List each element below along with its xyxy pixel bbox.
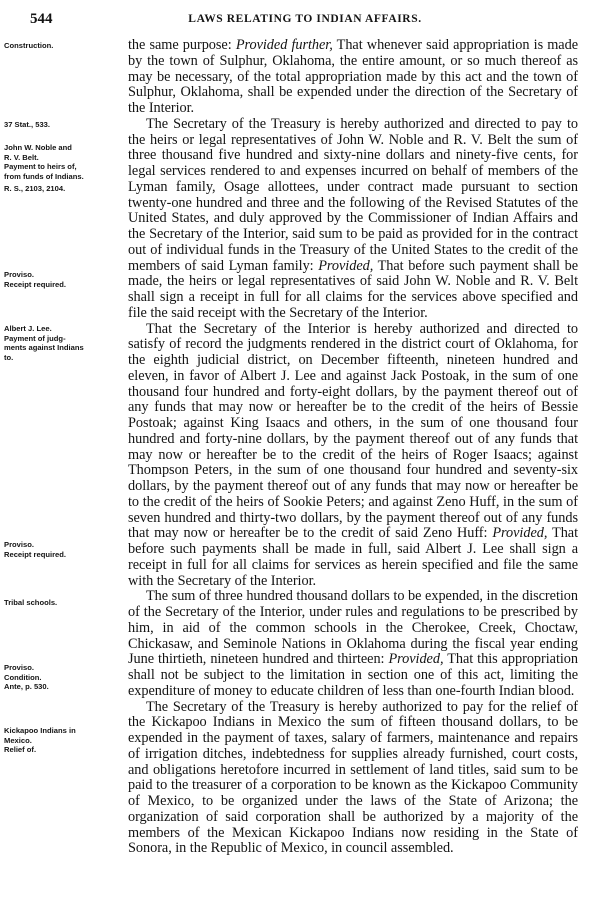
proviso-term: Provided further, xyxy=(235,37,333,53)
margin-note-rs-ref: R. S., 2103, 2104. xyxy=(4,184,66,193)
margin-note-stat-ref: 37 Stat., 533. xyxy=(4,120,51,129)
paragraph-albert-lee xyxy=(128,322,578,590)
paragraph-sulphur xyxy=(128,38,578,117)
paragraph-text: That this appropriation shall not be subject to the limitation in section one of this act, limiting the expenditure of money to educate children of less than one-fourth Indian blood. xyxy=(128,651,578,699)
margin-note-kickapoo: Kickapoo Indians in Mexico. Relief of. xyxy=(4,726,76,755)
paragraph-text: That before such payment shall be made, the heirs or legal representatives of said John W. Noble and R. V. Belt shall sign a receipt in full for all claims for the services above specified and file the said receipt with the Secretary of the Interior. xyxy=(128,257,578,321)
page-header xyxy=(30,11,580,31)
paragraph-tribal-schools xyxy=(128,589,578,699)
margin-note-proviso-condition: Proviso. Condition. Ante, p. 530. xyxy=(4,663,49,692)
margin-note-construction: Construction. xyxy=(4,41,54,50)
margin-note-tribal-schools: Tribal schools. xyxy=(4,598,58,607)
paragraph-text: The Secretary of the Treasury is hereby authorized to pay for the relief of the Kickapoo Indians in Mexico the sum of fifteen thousand dollars, to be expended in the payment of taxes, salary of farmers, maintenance and repairs of irrigation ditches, indebtedness for supplies already furnished, court costs, and obligations heretofore incurred in settlement of land titles, said sum to be paid to the treasurer of a corporation to be known as the Kickapoo Community of Mexico, to be organized under the laws of the State of Arizona; the organization of said corporation shall be authorized by a majority of the members of the Mexican Kickapoo Indians now residing in the State of Sonora, in the Republic of Mexico, in council assembled. xyxy=(128,698,578,857)
proviso-term: Provided, xyxy=(492,525,548,542)
paragraph-text: The sum of three hundred thousand dollars to be expended, in the discretion of the Secretary of the Interior, under rules and regulations to be prescribed by him, in aid of the common schools in the Cherokee, Creek, Choctaw, Chickasaw, and Seminole Nations in Oklahoma during the fiscal year ending June thirtieth, nineteen hundred and thirteen: xyxy=(128,588,578,668)
body-text xyxy=(128,38,578,857)
paragraph-noble-belt xyxy=(128,117,578,322)
margin-note-proviso-receipt-2: Proviso. Receipt required. xyxy=(4,540,67,559)
paragraph-text: That before such payments shall be made in full, said Albert J. Lee shall sign a receipt in full for all claims for services as herein specified and file the same with the Secretary of the Interior. xyxy=(128,525,579,589)
proviso-term: Provided, xyxy=(318,257,374,274)
proviso-term: Provided, xyxy=(388,651,444,668)
paragraph-kickapoo xyxy=(128,700,578,858)
margin-note-albert-lee: Albert J. Lee. Payment of judg- ments against Indians to. xyxy=(4,324,84,362)
margin-note-proviso-receipt-1: Proviso. Receipt required. xyxy=(4,270,67,289)
margin-note-noble-belt: John W. Noble and R. V. Belt. Payment to heirs of, from funds of Indians. xyxy=(4,143,84,181)
paragraph-text: the same purpose: xyxy=(128,37,236,53)
page-number: 544 xyxy=(30,11,53,27)
paragraph-text: That the Secretary of the Interior is hereby authorized and directed to satisfy of record the judgments rendered in the district court of Oklahoma, for the eighth judicial district, on December fifteenth, nineteen hundred and eleven, in favor of Albert J. Lee and against Jack Postoak, in the sum of one thousand four hundred and forty-eight dollars, by the payment thereof out of any funds that may now or hereafter be to the credit of the heirs of Bessie Postoak; against King Isaacs and others, in the sum of one thousand four hundred and forty-nine dollars, by the payment thereof out of any funds that may now or hereafter be to the credit of the heirs of Roger Isaacs; against Thompson Peters, in the sum of one thousand four hundred and seventy-six dollars, by the payment thereof out of any funds that may now or hereafter be to the credit of the heirs of Sookie Peters; and against Zeno Huff, in the sum of seven hundred and thirty-two dollars, by the payment thereof out of any funds that may now or hereafter be to the credit of said Zeno Huff: xyxy=(128,320,578,542)
paragraph-text: The Secretary of the Treasury is hereby authorized and directed to pay to the heirs or legal representatives of John W. Noble and R. V. Belt the sum of three thousand five hundred and sixty-nine dollars and ninety-five cents, for legal services rendered to and expenses incurred on behalf of members of the Lyman family, Osage allottees, under contract made pursuant to section twenty-one hundred and three and the following of the Revised Statutes of the United States, and duly approved by the Commissioner of Indian Affairs and the Secretary of the Interior, said sum to be paid as provided for in the contract out of individual funds in the Treasury of the United States to the credit of the members of said Lyman family: xyxy=(128,115,578,274)
running-head: LAWS RELATING TO INDIAN AFFAIRS. xyxy=(188,13,422,25)
paragraph-text: That whenever said appropriation is made by the town of Sulphur, Oklahoma, the entire amount, or so much thereof as may be necessary, of the total appropriation made by this act and the town of Sulphur, Oklahoma, shall be expended under the direction of the Secretary of the Interior. xyxy=(128,37,578,116)
